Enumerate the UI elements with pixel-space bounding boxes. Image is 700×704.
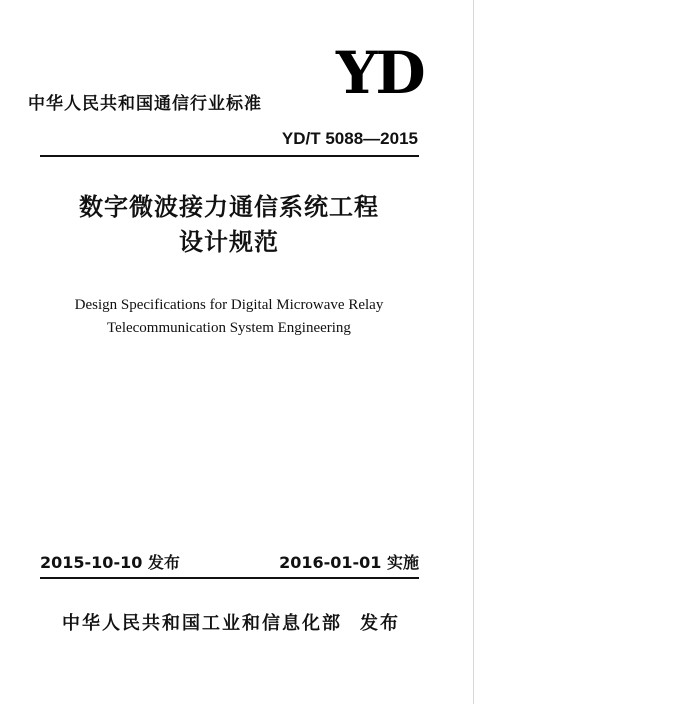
title-en-line1: Design Specifications for Digital Microwave Relay	[74, 297, 384, 313]
title-cn-line2: 设计规范	[179, 227, 279, 256]
publisher-line	[62, 609, 400, 635]
publisher-action: 发布	[360, 613, 400, 634]
page-edge-divider	[473, 0, 474, 704]
issue-date: 2015-10-10 发布	[40, 553, 180, 572]
yd-logo: YD	[336, 39, 424, 107]
title-cn-line1: 数字微波接力通信系统工程	[79, 192, 379, 221]
bottom-divider	[40, 577, 419, 579]
effective-date: 2016-01-01 实施	[279, 553, 419, 572]
industry-standard-label: 中华人民共和国通信行业标准	[28, 94, 262, 114]
title-en-line2: Telecommunication System Engineering	[107, 320, 351, 336]
publisher-org: 中华人民共和国工业和信息化部	[62, 613, 342, 634]
standard-number: YD/T 5088—2015	[281, 129, 418, 148]
top-divider	[40, 155, 419, 157]
